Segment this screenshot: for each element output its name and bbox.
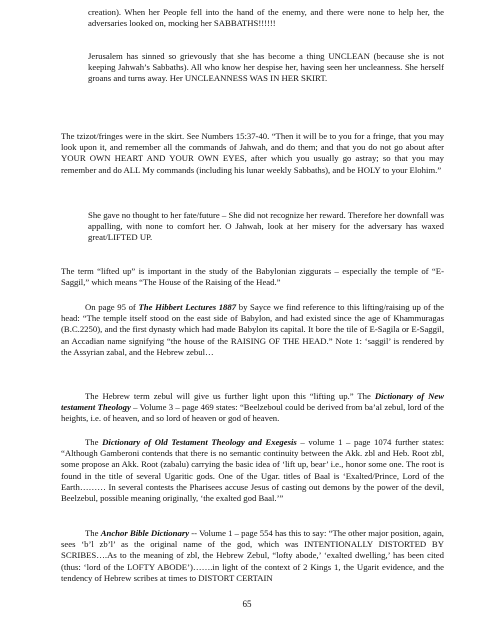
paragraph-1: creation). When her People fell into the hand of the enemy, and there were none to help her, the adversaries looked on, mocking her SABBATHS!!!!!! xyxy=(88,7,444,29)
book-title: The Hibbert Lectures 1887 xyxy=(138,302,237,312)
paragraph-8 xyxy=(61,437,444,504)
paragraph-9 xyxy=(61,528,444,584)
paragraph-5: The term “lifted up” is important in the study of the Babylonian ziggurats – especially the temple of “E-Saggil,” which means “The House of the Raising of the Head.” xyxy=(61,266,444,288)
paragraph-8-body: – volume 1 – page 1074 further states: “Although Gamberoni contends that there is no semantic continuity between the Akk. zbl and Heb. Root zbl, some propose an Akk. Root (zabalu) carrying the basic idea of ‘lift up, bear’ i.e., honor some one. The root is found in the title of several Ugaritic gods. One of the Ugar. titles of Baal is ‘Exalted/Prince, Lord of the Earth……… In several contests the Pharisees accuse Jesus of casting out demons by the power of the devil, Beelzebul, possible meaning originally, ‘the exalted god Baal.’” xyxy=(61,437,444,504)
book-title: Anchor Bible Dictionary xyxy=(100,528,190,538)
paragraph-6-lead: On page 95 of xyxy=(85,302,139,312)
book-title: Dictionary of Old Testament Theology and Exegesis xyxy=(102,437,297,447)
paragraph-9-body: -- Volume 1 – page 554 has this to say: “The other major position, again, sees ‘b’l zb’l’ as the original name of the god, which was INTENTIONALLY DISTORTED BY SCRIBES….As to the meaning of zbl, the Hebrew Zebul, “lofty abode,’ ‘exalted dwelling,’ has been cited (thus: ‘lord of the LOFTY ABODE’)…….in light of the context of 2 Kings 1, the Ugarit evidence, and the tendency of Hebrew scribes at times to DISTORT CERTAIN xyxy=(61,528,444,583)
page-number: 65 xyxy=(242,599,252,609)
paragraph-7-lead: The Hebrew term zebul will give us further light upon this “lifting up.” The xyxy=(85,391,375,401)
paragraph-2: Jerusalem has sinned so grievously that she has become a thing UNCLEAN (because she is not keeping Jahwah’s Sabbaths). All who know her despise her, having seen her uncleanness. She herself groans and turns away. Her UNCLEANNESS WAS IN HER SKIRT. xyxy=(88,51,444,84)
paragraph-7 xyxy=(61,391,444,425)
paragraph-6 xyxy=(61,302,444,358)
paragraph-4: She gave no thought to her fate/future – She did not recognize her reward. Therefore her downfall was appalling, with none to comfort her. O Jahwah, look at her misery for the adversary has waxed great/LIFTED UP. xyxy=(88,210,444,243)
paragraph-3: The tzizot/fringes were in the skirt. See Numbers 15:37-40. “Then it will be to you for a fringe, that you may look upon it, and remember all the commands of Jahwah, and do them; and that you do not go about after YOUR OWN HEART AND YOUR OWN EYES, after which you usually go astray; so that you may remember and do ALL My commands (including his lunar weekly Sabbaths), and be HOLY to your Elohim.” xyxy=(61,131,444,175)
paragraph-9-lead: The xyxy=(85,528,101,538)
book-title: Dictionary of New testament Theology xyxy=(61,391,444,413)
paragraph-6-body: by Sayce we find reference to this lifting/raising up of the head: “The temple itself stood on the east side of Babylon, and had existed since the age of Khammuragas (B.C.2250), and the first dynasty which had made Babylon its capital. It bore the tile of E-Sagila or E-Saggil, an Accadian name signifying “the house of the RAISING OF THE HEAD.” Note 1: ‘saggil’ is rendered by the Assyrian zabal, and the Hebrew zebul… xyxy=(61,302,444,357)
paragraph-7-body: – Volume 3 – page 469 states: “Beelzeboul could be derived from ba’al zebul, lord of the heights, i.e. of heaven, and so lord of heaven or god of heaven. xyxy=(61,402,444,424)
paragraph-8-lead: The xyxy=(85,437,103,447)
